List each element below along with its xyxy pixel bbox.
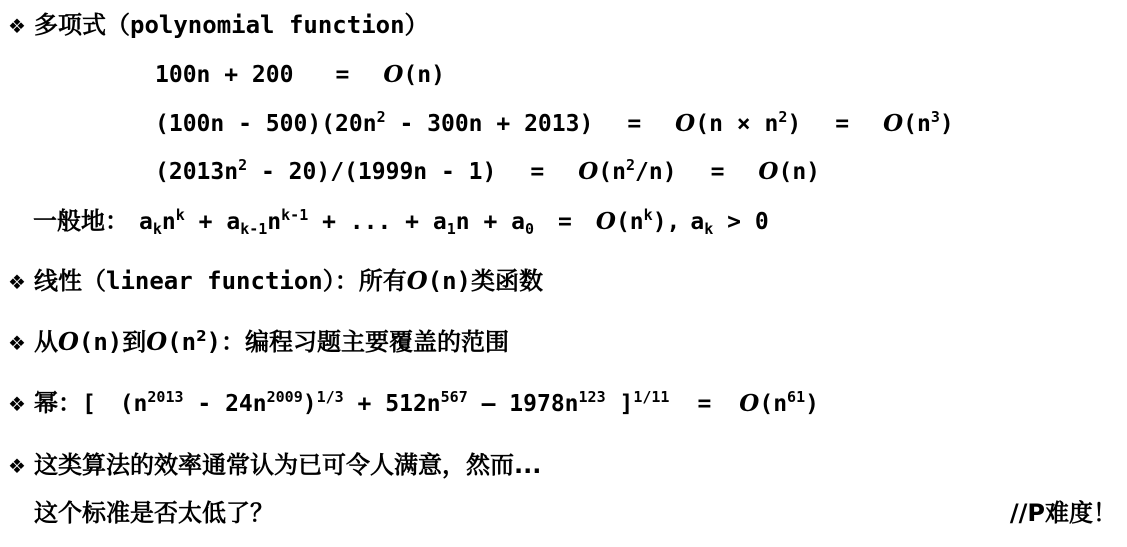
power-formula: [ $(n^{2013} - 24n^{2009})^{1/3} + 512n^{567} - 1978n^{123}$ ]$^{1/11} = O(n^{61})$ — [82, 388, 819, 417]
efficiency-heading: ❖ 这类算法的效率通常认为已可令人满意，然而... — [8, 451, 542, 479]
polynomial-example-1: 100n + 200 = O(n) — [155, 61, 445, 88]
general-form — [33, 206, 769, 237]
polynomial-example-3: $(2013n^2 - 20)/(1999n - 1) = O(n^2/n) = O(n)$ — [155, 156, 821, 185]
standard-question: 这个标准是否太低了？ — [34, 499, 274, 527]
power-heading: ❖ 幂：[ $(n^{2013} - 24n^{2009})^{1/3} + 512n^{567} - 1978n^{123}$ ]$^{1/11} = O(n^{61})$ — [8, 388, 819, 417]
difficulty-note: //P难度！ — [1009, 499, 1117, 527]
polynomial-example-2: $(100n - 500)(20n^2 - 300n + 2013) = O(n \times n^2) = O(n^3)$ — [155, 108, 954, 137]
range-heading: ❖ 从O(n)到$O(n^2)$：编程习题主要覆盖的范围 — [8, 327, 509, 356]
general-formula: $a_kn^k + a_{k-1}n^{k-1}$ + ... + $a_1n + a_0 = O(n^k)$, $a_k > 0$ — [139, 206, 769, 238]
general-label: 一般地： — [33, 207, 129, 235]
diamond-bullet-icon: ❖ — [8, 14, 26, 38]
polynomial-heading: ❖ 多项式（polynomial function） — [8, 11, 429, 39]
diamond-bullet-icon: ❖ — [8, 331, 26, 355]
diamond-bullet-icon: ❖ — [8, 392, 26, 416]
diamond-bullet-icon: ❖ — [8, 270, 26, 294]
diamond-bullet-icon: ❖ — [8, 454, 26, 478]
linear-heading: ❖ 线性（linear function）：所有O(n)类函数 — [8, 266, 544, 295]
